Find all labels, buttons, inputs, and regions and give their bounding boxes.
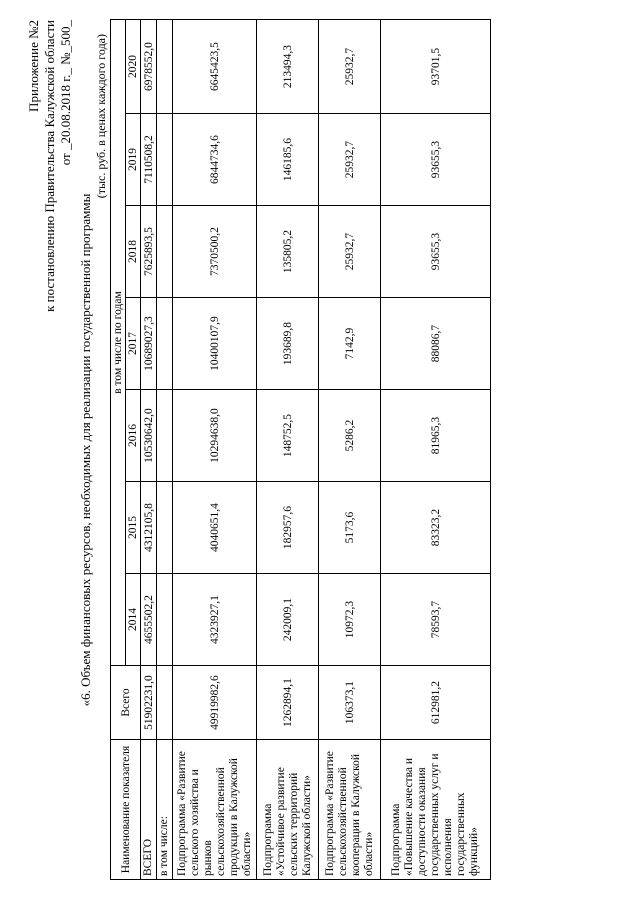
row-value-2018: 25932,7: [319, 206, 381, 298]
row-value-2016: 5286,2: [319, 390, 381, 482]
row-value-2014: 242009,1: [257, 574, 319, 666]
row-value-2015: 4040651,4: [173, 482, 257, 574]
resolution-date: от _20.08.2018 г._ №_500_: [58, 20, 73, 166]
year-header-2020: 2020: [126, 20, 141, 114]
row-name: Подпрограмма «Развитие сельского хозяйства и рынков сельскохозяйственной продукции в Калужской области»: [173, 740, 257, 880]
table-row: [141, 20, 157, 880]
row-value-2017: 10400107,9: [173, 298, 257, 390]
row-value-2020: 213494,3: [257, 20, 319, 114]
row-name: в том числе:: [157, 740, 173, 880]
row-value-2020: 6978552,0: [141, 20, 157, 114]
row-value-2015: 83323,2: [381, 482, 491, 574]
row-value-2016: 10294638,0: [173, 390, 257, 482]
row-total: 612981,2: [381, 666, 491, 740]
row-value-2015: 5173,6: [319, 482, 381, 574]
table-row: [173, 20, 257, 880]
row-value-2014: 10972,3: [319, 574, 381, 666]
row-name: Подпрограмма «Устойчивое развитие сельских территорий Калужской области»: [257, 740, 319, 880]
table-row: [157, 20, 173, 880]
row-value-2015: 182957,6: [257, 482, 319, 574]
row-total: 1262894,1: [257, 666, 319, 740]
row-value-2017: 7142,9: [319, 298, 381, 390]
resolution-reference: к постановлению Правительства Калужской области: [42, 20, 57, 312]
appendix-number: Приложение №2: [26, 20, 41, 112]
row-value-2018: 7370500,2: [173, 206, 257, 298]
row-value-2014: [157, 574, 173, 666]
row-value-2015: 4312105,8: [141, 482, 157, 574]
row-value-2019: 7110508,2: [141, 114, 157, 206]
row-value-2014: 78593,7: [381, 574, 491, 666]
row-value-2014: 4323927,1: [173, 574, 257, 666]
row-value-2019: [157, 114, 173, 206]
column-header-years-group: в том числе по годам: [111, 20, 126, 666]
table-row: [381, 20, 491, 880]
row-value-2016: [157, 390, 173, 482]
units-note: (тыс. руб. в ценах каждого года): [94, 34, 108, 199]
table-row: [257, 20, 319, 880]
row-total: 49919982,6: [173, 666, 257, 740]
section-title: «6. Объем финансовых ресурсов, необходимых для реализации государственной программы: [78, 193, 93, 707]
row-value-2018: 7625893,5: [141, 206, 157, 298]
row-value-2017: 10689027,3: [141, 298, 157, 390]
row-total: 51902231,0: [141, 666, 157, 740]
row-total: 106373,1: [319, 666, 381, 740]
year-header-2019: 2019: [126, 114, 141, 206]
year-header-2014: 2014: [126, 574, 141, 666]
row-value-2020: [157, 20, 173, 114]
row-name: ВСЕГО: [141, 740, 157, 880]
row-value-2015: [157, 482, 173, 574]
year-header-2018: 2018: [126, 206, 141, 298]
row-value-2017: 88086,7: [381, 298, 491, 390]
row-value-2017: [157, 298, 173, 390]
row-value-2016: 10530642,0: [141, 390, 157, 482]
row-value-2016: 148752,5: [257, 390, 319, 482]
row-name: Подпрограмма «Повышение качества и доступности оказания государственных услуг и исполнения государственных функций»: [381, 740, 491, 880]
column-header-name: Наименование показателя: [111, 740, 141, 880]
row-value-2014: 4655502,2: [141, 574, 157, 666]
row-name: Подпрограмма «Развитие сельскохозяйственной кооперации в Калужской области»: [319, 740, 381, 880]
year-header-2017: 2017: [126, 298, 141, 390]
row-value-2016: 81965,3: [381, 390, 491, 482]
row-value-2018: [157, 206, 173, 298]
document-page: [20, 20, 580, 880]
row-value-2020: 93701,5: [381, 20, 491, 114]
row-value-2019: 93655,3: [381, 114, 491, 206]
row-value-2019: 25932,7: [319, 114, 381, 206]
table-body: [141, 20, 491, 880]
row-value-2017: 193689,8: [257, 298, 319, 390]
row-value-2018: 135805,2: [257, 206, 319, 298]
financial-resources-table: [110, 19, 491, 880]
year-header-2015: 2015: [126, 482, 141, 574]
header-row: [111, 20, 126, 880]
column-header-total: Всего: [111, 666, 141, 740]
row-value-2020: 25932,7: [319, 20, 381, 114]
row-value-2020: 6645423,5: [173, 20, 257, 114]
table-row: [319, 20, 381, 880]
row-value-2018: 93655,3: [381, 206, 491, 298]
row-total: [157, 666, 173, 740]
row-value-2019: 146185,6: [257, 114, 319, 206]
row-value-2019: 6844734,6: [173, 114, 257, 206]
year-header-2016: 2016: [126, 390, 141, 482]
